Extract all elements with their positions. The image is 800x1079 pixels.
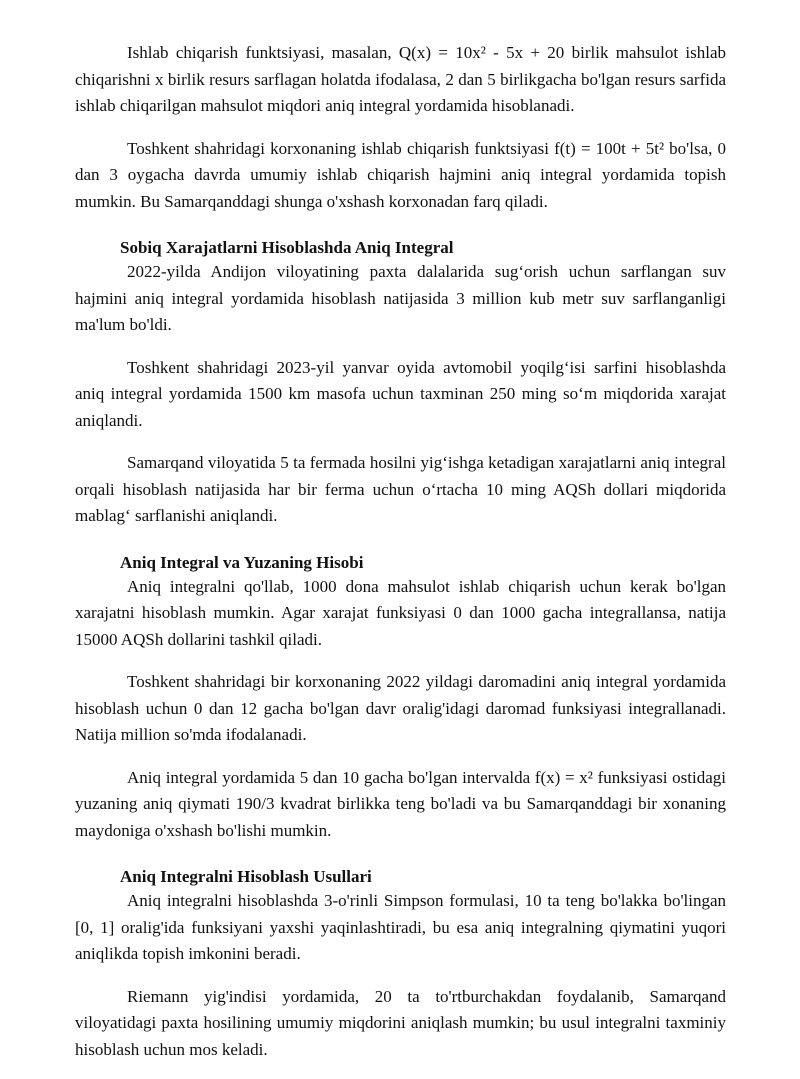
section-heading: Aniq Integral va Yuzaning Hisobi bbox=[120, 552, 364, 572]
section-paragraph: Aniq integralni hisoblashda 3-o'rinli Simpson formulasi, 10 ta teng bo'lakka bo'lingan [0, 1] oralig'ida funksiyani yaxshi yaqinlashtiradi, bu esa aniq integralning qiymatini yuqori aniqlikda topish imkonini beradi. bbox=[75, 891, 726, 963]
document-page bbox=[75, 40, 726, 1079]
section-heading: Aniq Integralni Hisoblash Usullari bbox=[120, 867, 372, 886]
section-paragraph: Aniq integral yordamida 5 dan 10 gacha bo'lgan intervalda f(x) = x² funksiyasi ostidagi yuzaning aniq qiymati 190/3 kvadrat birlikka teng bo'ladi va bu Samarqanddagi bir xonaning maydoniga o'xshash bo'lishi mumkin. bbox=[75, 767, 726, 840]
section-heading: Sobiq Xarajatlarni Hisoblashda Aniq Integral bbox=[120, 238, 454, 257]
section-calculation-methods bbox=[75, 864, 726, 1063]
section-paragraph: 2022-yilda Andijon viloyatining paxta dalalarida sug‘orish uchun sarflangan suv hajmini aniq integral yordamida hisoblash natijasida 3 million kub metr suv sarflanganligi ma'lum bo'ldi. bbox=[75, 262, 726, 334]
intro-paragraph-1: Ishlab chiqarish funktsiyasi, masalan, Q(x) = 10x² - 5x + 20 birlik mahsulot ishlab chiqarishni x birlik resurs sarflagan holatda ifodalasa, 2 dan 5 birlikgacha bo'lgan resurs sarfida ishlab chiqarilgan mahsulot miqdori aniq integral yordamida hisoblanadi. bbox=[75, 43, 726, 115]
section-area-calculation bbox=[75, 550, 726, 845]
section-paragraph: Toshkent shahridagi bir korxonaning 2022 yildagi daromadini aniq integral yordamida hisoblash uchun 0 dan 12 gacha bo'lgan davr oralig'idagi daromad funksiyasi integrallanadi. Natija million so'mda ifodalanadi. bbox=[75, 672, 726, 744]
section-paragraph: Aniq integralni qo'llab, 1000 dona mahsulot ishlab chiqarish uchun kerak bo'lgan xarajatni hisoblash mumkin. Agar xarajat funksiyasi 0 dan 1000 gacha integrallansa, natija 15000 AQSh dollarini tashkil qiladi. bbox=[75, 576, 726, 649]
section-paragraph: Toshkent shahridagi 2023-yil yanvar oyida avtomobil yoqilg‘isi sarfini hisoblashda aniq integral yordamida 1500 km masofa uchun taxminan 250 ming so‘m miqdorida xarajat aniqlandi. bbox=[75, 357, 726, 430]
section-expense-calculation bbox=[75, 235, 726, 530]
section-paragraph: Riemann yig'indisi yordamida, 20 ta to'rtburchakdan foydalanib, Samarqand viloyatidagi paxta hosilining umumiy miqdorini aniqlash mumkin; bu usul integralni taxminiy hisoblash uchun mos keladi. bbox=[75, 986, 726, 1059]
intro-paragraph-2: Toshkent shahridagi korxonaning ishlab chiqarish funktsiyasi f(t) = 100t + 5t² bo'lsa, 0 dan 3 oygacha davrda umumiy ishlab chiqarish hajmini aniq integral yordamida topish mumkin. Bu Samarqanddagi shunga o'xshash korxonadan farq qiladi. bbox=[75, 138, 726, 211]
section-paragraph: Samarqand viloyatida 5 ta fermada hosilni yig‘ishga ketadigan xarajatlarni aniq integral orqali hisoblash natijasida har bir ferma uchun o‘rtacha 10 ming AQSh dollari miqdorida mablag‘ sarflanishi aniqlandi. bbox=[75, 453, 726, 525]
